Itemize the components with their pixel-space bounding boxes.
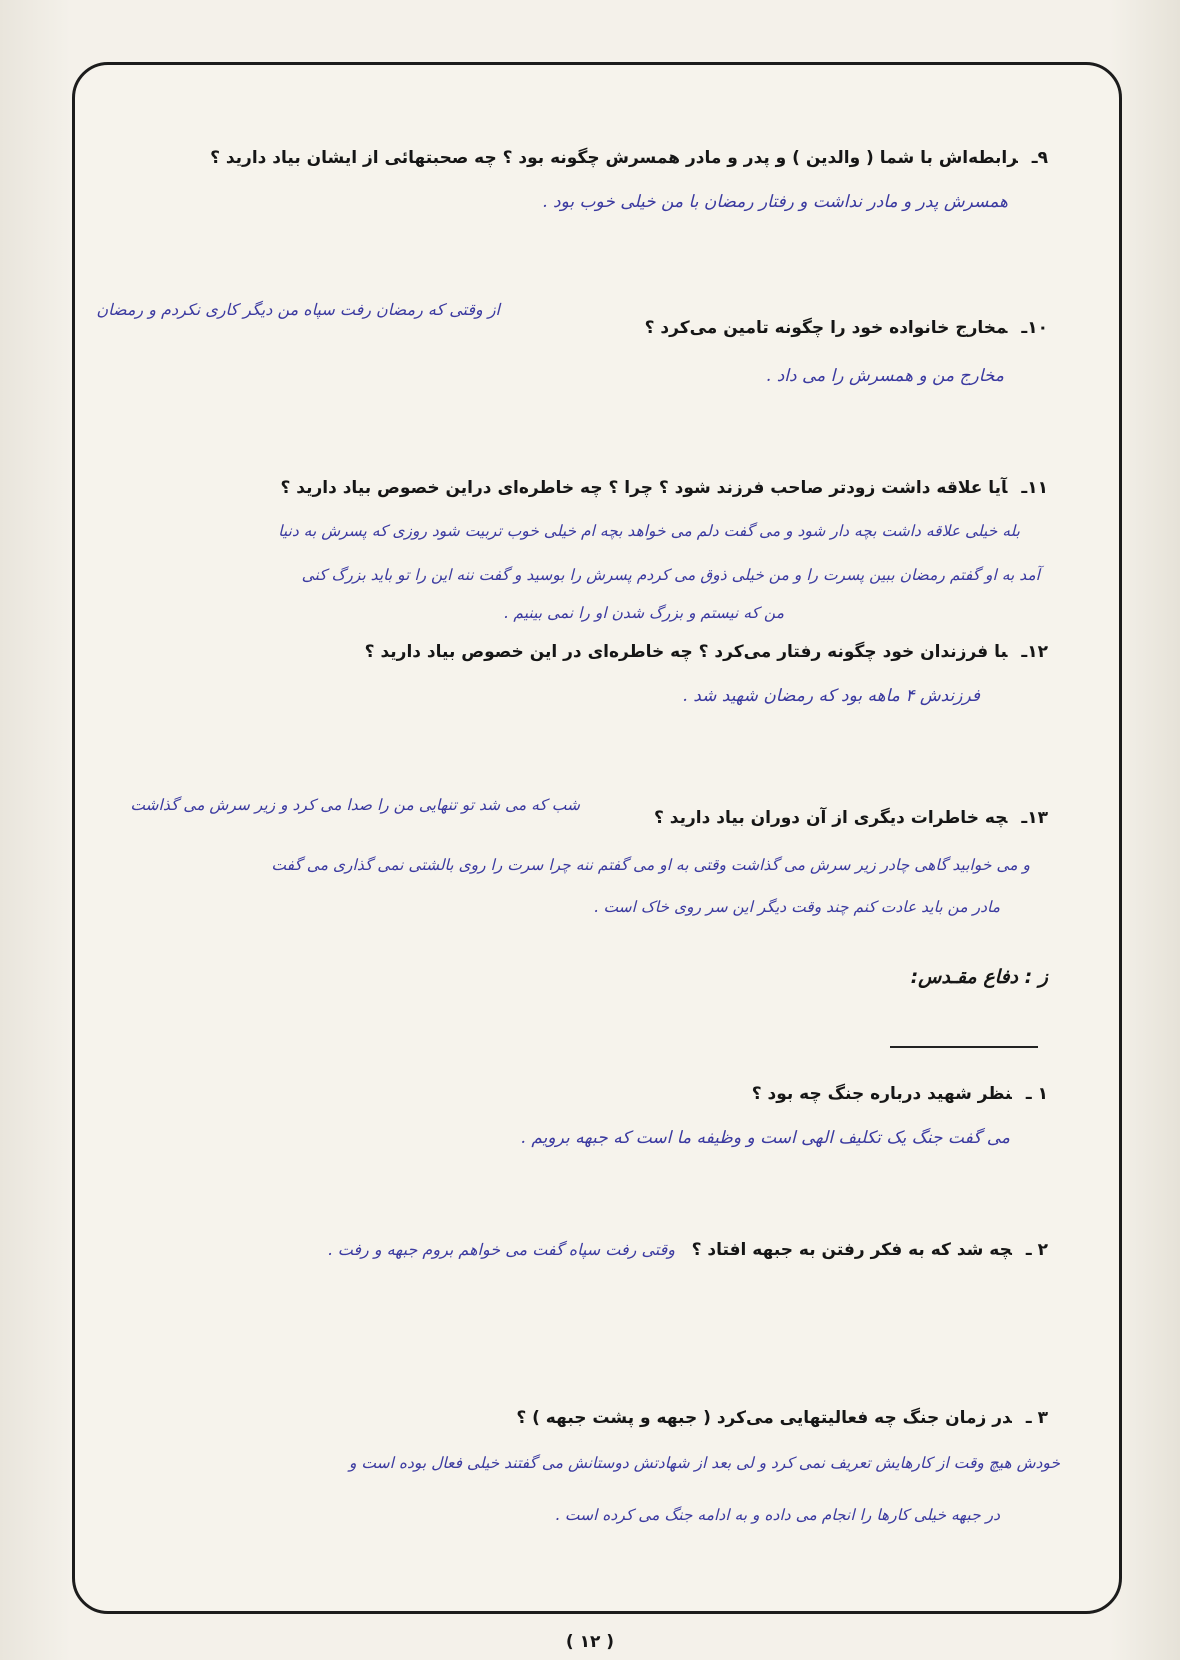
- question-number: ۱۲ـ: [1021, 642, 1048, 662]
- answer-11-line-1: بله خیلی علاقه داشت بچه دار شود و می گفت دلم می خواهد بچه ام خیلی خوب تربیت شود روزی که پسرش به دنیا: [278, 522, 1020, 540]
- answer-12: فرزندش ۴ ماهه بود که رمضان شهید شد .: [682, 686, 980, 706]
- question-number: ۱۳ـ: [1021, 808, 1048, 828]
- answer-13-line-2: و می خوابید گاهی چادر زیر سرش می گذاشت وقتی به او می گفتم ننه چرا سرت را روی بالشتی نمی گذاری می گفت: [271, 856, 1030, 874]
- question-number: ۱۱ـ: [1021, 478, 1048, 498]
- answer-10-line-1: از وقتی که رمضان رفت سپاه من دیگر کاری نکردم و رمضان: [96, 300, 500, 319]
- question-12: [365, 642, 1048, 662]
- answer-11-line-3: من که نیستم و بزرگ شدن او را نمی بینیم .: [503, 604, 784, 622]
- question-number: ۱ ـ: [1025, 1084, 1048, 1104]
- defense-answer-3-line-2: در جبهه خیلی کارها را انجام می داده و به ادامه جنگ می کرده است .: [555, 1506, 1000, 1524]
- section-title-holy-defense: ز : دفاع مقـدس:: [910, 966, 1048, 988]
- answer-11-line-2: آمد به او گفتم رمضان ببین پسرت را و من خیلی ذوق می کردم پسرش را بوسید و گفت ننه این را تو باید بزرگ کنی: [301, 566, 1040, 584]
- defense-question-2: [692, 1240, 1048, 1260]
- question-text: چه خاطرات دیگری از آن دوران بیاد دارید ؟: [654, 808, 1008, 828]
- question-text: مخارج خانواده خود را چگونه تامین می‌کرد ؟: [644, 318, 1008, 338]
- answer-13-line-1: شب که می شد تو تنهایی من را صدا می کرد و زیر سرش می گذاشت: [130, 796, 580, 814]
- question-text: آیا علاقه داشت زودتر صاحب فرزند شود ؟ چرا ؟ چه خاطره‌ای دراین خصوص بیاد دارید ؟: [280, 478, 1008, 498]
- section-divider: [890, 1046, 1038, 1048]
- defense-answer-1: می گفت جنگ یک تکلیف الهی است و وظیفه ما است که جبهه برویم .: [520, 1128, 1010, 1148]
- page-border-frame: [72, 62, 1122, 1614]
- defense-question-1: [752, 1084, 1048, 1104]
- answer-10-line-2: مخارج من و همسرش را می داد .: [765, 366, 1004, 386]
- question-number: ۲ ـ: [1025, 1240, 1048, 1260]
- question-number: ۹ـ: [1031, 148, 1048, 168]
- question-13: [654, 808, 1048, 828]
- defense-answer-3-line-1: خودش هیچ وقت از کارهایش تعریف نمی کرد و لی بعد از شهادتش دوستانش می گفتند خیلی فعال بوده است و: [349, 1454, 1060, 1472]
- question-text: نظر شهید درباره جنگ چه بود ؟: [751, 1084, 1012, 1104]
- answer-9: همسرش پدر و مادر نداشت و رفتار رمضان با من خیلی خوب بود .: [542, 192, 1008, 212]
- question-text: چه شد که به فکر رفتن به جبهه افتاد ؟: [691, 1240, 1012, 1260]
- question-text: رابطه‌اش با شما ( والدین ) و پدر و مادر همسرش چگونه بود ؟ چه صحبتهائی از ایشان بیاد دارید ؟: [210, 148, 1018, 168]
- question-number: ۱۰ـ: [1021, 318, 1048, 338]
- question-10: [645, 318, 1048, 338]
- page-number: ( ۱۲ ): [565, 1632, 615, 1652]
- defense-question-3: [516, 1408, 1048, 1428]
- question-text: در زمان جنگ چه فعالیتهایی می‌کرد ( جبهه و پشت جبهه ) ؟: [516, 1408, 1012, 1428]
- defense-answer-2: وقتی رفت سپاه گفت می خواهم بروم جبهه و رفت .: [327, 1240, 675, 1259]
- answer-13-line-3: مادر من باید عادت کنم چند وقت دیگر این سر روی خاک است .: [593, 898, 1000, 916]
- question-text: با فرزندان خود چگونه رفتار می‌کرد ؟ چه خاطره‌ای در این خصوص بیاد دارید ؟: [364, 642, 1008, 662]
- question-number: ۳ ـ: [1025, 1408, 1048, 1428]
- question-9: [210, 148, 1048, 168]
- question-11: [280, 478, 1048, 498]
